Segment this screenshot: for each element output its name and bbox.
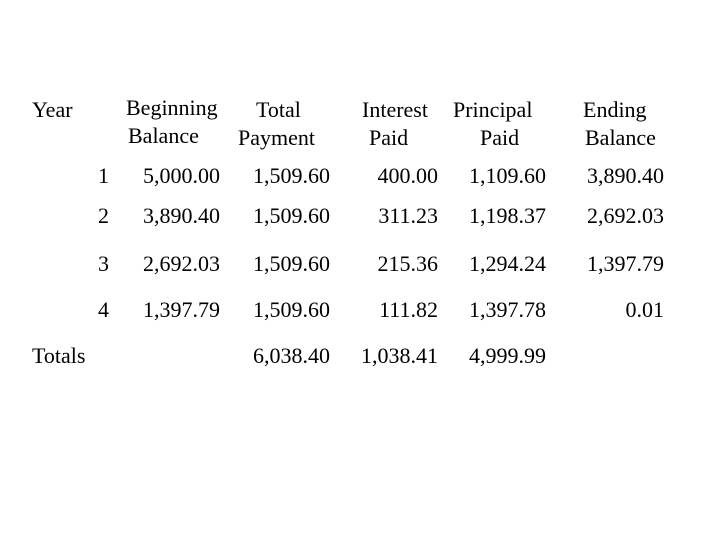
row1-interest: 400.00: [377, 163, 438, 188]
totals-interest: 1,038.41: [361, 343, 438, 368]
header-interest-line1: Interest: [362, 97, 428, 122]
header-principal-line2: Paid: [480, 125, 520, 150]
row3-principal: 1,294.24: [469, 251, 546, 276]
row3-year: 3: [98, 251, 109, 276]
header-year: Year: [32, 97, 73, 122]
header-total-line2: Payment: [238, 125, 315, 150]
row2-ending: 2,692.03: [587, 203, 664, 228]
header-interest-line2: Paid: [369, 125, 409, 150]
row4-year: 4: [98, 297, 109, 322]
row2-beginning: 3,890.40: [143, 203, 220, 228]
header-beginning-line1: Beginning: [126, 95, 218, 120]
header-ending-line2: Balance: [585, 125, 656, 150]
row1-ending: 3,890.40: [587, 163, 664, 188]
row4-interest: 111.82: [379, 297, 438, 322]
row2-principal: 1,198.37: [469, 203, 546, 228]
row1-principal: 1,109.60: [469, 163, 546, 188]
row4-beginning: 1,397.79: [143, 297, 220, 322]
row3-payment: 1,509.60: [253, 251, 330, 276]
totals-label: Totals: [32, 343, 86, 368]
row2-payment: 1,509.60: [253, 203, 330, 228]
row1-payment: 1,509.60: [253, 163, 330, 188]
row3-ending: 1,397.79: [587, 251, 664, 276]
row2-year: 2: [98, 203, 109, 228]
row3-interest: 215.36: [377, 251, 438, 276]
header-ending-line1: Ending: [583, 97, 647, 122]
row2-interest: 311.23: [378, 203, 438, 228]
row4-ending: 0.01: [625, 297, 664, 322]
row1-beginning: 5,000.00: [143, 163, 220, 188]
header-total-line1: Total: [256, 97, 301, 122]
header-principal-line1: Principal: [453, 97, 533, 122]
totals-payment: 6,038.40: [253, 343, 330, 368]
row1-year: 1: [98, 163, 109, 188]
header-beginning-line2: Balance: [128, 123, 199, 148]
row4-principal: 1,397.78: [469, 297, 546, 322]
row3-beginning: 2,692.03: [143, 251, 220, 276]
totals-principal: 4,999.99: [469, 343, 546, 368]
row4-payment: 1,509.60: [253, 297, 330, 322]
